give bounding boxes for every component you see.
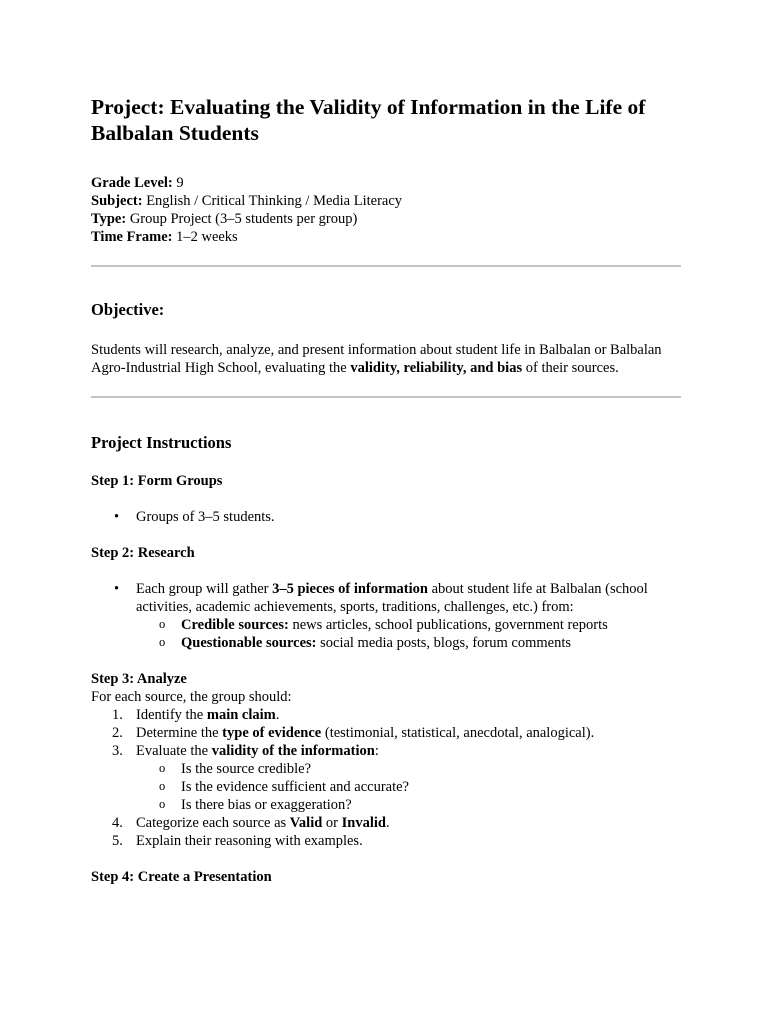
list-item — [159, 796, 681, 814]
step3-item1-bold: main claim — [206, 707, 276, 723]
bullet-marker: • — [114, 581, 120, 597]
step3-item5: Explain their reasoning with examples. — [136, 833, 363, 849]
step3-item4-invalid: Invalid — [341, 815, 386, 831]
credible-sources-text: news articles, school publications, government reports — [288, 617, 608, 633]
questionable-sources-label: Questionable sources: — [181, 635, 317, 651]
sub-bullet-marker: o — [159, 779, 166, 793]
page-title: Project: Evaluating the Validity of Information in the Life of Balbalan Students — [91, 95, 646, 145]
step3-sub1: Is the source credible? — [181, 761, 312, 777]
number-marker: 4. — [112, 815, 123, 831]
list-item — [112, 832, 681, 850]
step1-item: Groups of 3–5 students. — [136, 509, 275, 525]
number-marker: 2. — [112, 725, 123, 741]
list-item — [112, 814, 681, 832]
objective-text-a: Students will research, analyze, and present information about student life in Balbalan or Balbalan Agro-Industrial High School, evaluating the — [91, 342, 662, 376]
objective-text-b: of their sources. — [522, 360, 619, 376]
subject-line — [91, 192, 681, 210]
step3-item4-b: . — [385, 815, 390, 831]
type-label: Type: — [91, 211, 127, 227]
step3-item1-b: . — [275, 707, 280, 723]
list-item — [114, 580, 681, 652]
instructions-heading: Project Instructions — [91, 433, 232, 452]
sub-bullet-marker: o — [159, 797, 166, 811]
subject-label: Subject: — [91, 193, 143, 209]
step2-item-a: Each group will gather — [136, 581, 273, 597]
sub-bullet-marker: o — [159, 761, 166, 775]
list-item — [112, 724, 681, 742]
objective-text — [91, 341, 681, 377]
step3-item4-a: Categorize each source as — [136, 815, 290, 831]
questionable-sources-text: social media posts, blogs, forum comments — [316, 635, 572, 651]
grade-level-label: Grade Level: — [91, 175, 173, 191]
number-marker: 3. — [112, 743, 123, 759]
step2-sublist — [136, 616, 681, 652]
step3-list — [91, 706, 681, 850]
step4-heading: Step 4: Create a Presentation — [91, 869, 272, 885]
subject-value: English / Critical Thinking / Media Literacy — [142, 193, 403, 209]
objective-heading: Objective: — [91, 300, 165, 319]
number-marker: 1. — [112, 707, 123, 723]
step3-heading: Step 3: Analyze — [91, 671, 187, 687]
list-item — [159, 778, 681, 796]
step3-item4-valid: Valid — [289, 815, 323, 831]
step2-item-bold: 3–5 pieces of information — [272, 581, 428, 597]
step3-sublist — [136, 760, 681, 814]
step3-item3-a: Evaluate the — [136, 743, 212, 759]
list-item — [159, 634, 681, 652]
objective-text-bold: validity, reliability, and bias — [350, 360, 523, 376]
step3-sub2: Is the evidence sufficient and accurate? — [181, 779, 409, 795]
sub-bullet-marker: o — [159, 635, 166, 649]
step1-list — [91, 508, 681, 526]
step3-item3-bold: validity of the information — [211, 743, 375, 759]
time-frame-value: 1–2 weeks — [172, 229, 238, 245]
step1-heading: Step 1: Form Groups — [91, 473, 223, 489]
divider — [91, 396, 681, 398]
list-item — [114, 508, 681, 526]
step3-intro: For each source, the group should: — [91, 689, 292, 705]
step3-item2-bold: type of evidence — [222, 725, 322, 741]
credible-sources-label: Credible sources: — [181, 617, 289, 633]
grade-level-value: 9 — [172, 175, 184, 191]
type-value: Group Project (3–5 students per group) — [126, 211, 358, 227]
step3-item4-mid: or — [322, 815, 342, 831]
list-item — [159, 760, 681, 778]
document-content — [91, 94, 681, 886]
sub-bullet-marker: o — [159, 617, 166, 631]
list-item — [159, 616, 681, 634]
list-item — [112, 742, 681, 814]
step3-item2-a: Determine the — [136, 725, 223, 741]
bullet-marker: • — [114, 509, 120, 525]
step3-item2-b: (testimonial, statistical, anecdotal, analogical). — [321, 725, 595, 741]
number-marker: 5. — [112, 833, 123, 849]
divider — [91, 265, 681, 267]
time-frame-line — [91, 228, 681, 246]
list-item — [112, 706, 681, 724]
step2-item-b: about student life at Balbalan (school activities, academic achievements, sports, traditions, challenges, etc.) from: — [136, 581, 648, 615]
step2-heading: Step 2: Research — [91, 545, 195, 561]
grade-level-line — [91, 174, 681, 192]
step2-list — [91, 580, 681, 652]
step3-sub3: Is there bias or exaggeration? — [181, 797, 352, 813]
type-line — [91, 210, 681, 228]
project-meta — [91, 174, 681, 246]
step3-item3-b: : — [374, 743, 379, 759]
step3-item1-a: Identify the — [136, 707, 207, 723]
time-frame-label: Time Frame: — [91, 229, 173, 245]
